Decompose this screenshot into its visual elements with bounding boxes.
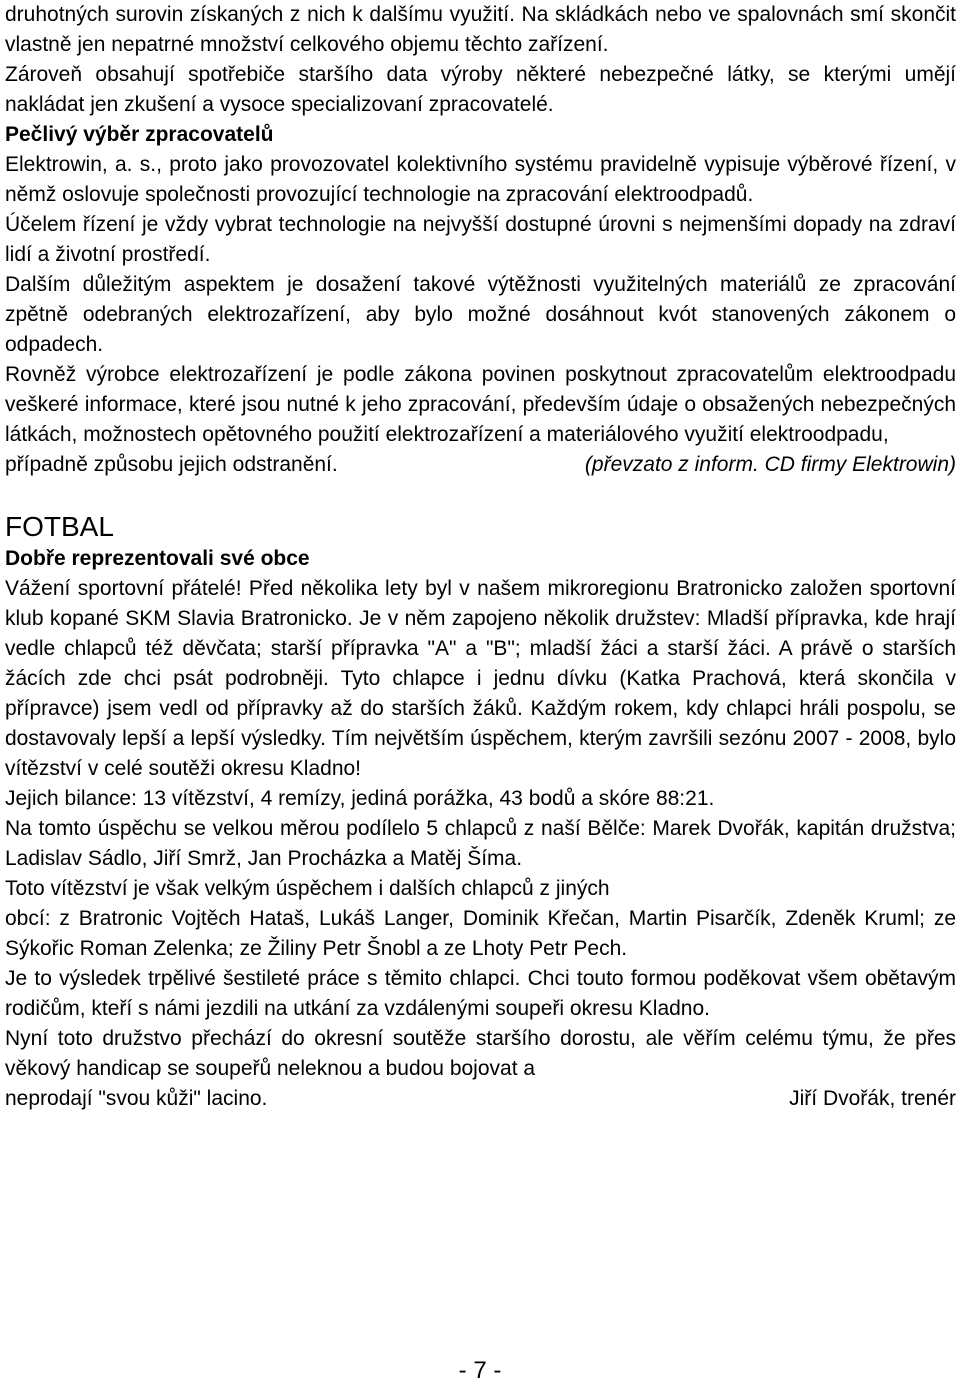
paragraph: Elektrowin, a. s., proto jako provozovatel kolektivního systému pravidelně vypisuje výběrové řízení, v němž oslovuje společnosti provozující technologie na zpracování elektroodpadů. [5,153,956,206]
paragraph: Je to výsledek trpělivé šestileté práce s těmito chlapci. Chci touto formou poděkovat všem obětavým rodičům, kteří s námi jezdili na utkání za vzdálenými soupeři okresu Kladno. [5,967,956,1020]
article-heading: FOTBAL [5,511,114,542]
paragraph-end: neprodají "svou kůži" lacino. [5,1087,268,1110]
paragraph: Na tomto úspěchu se velkou měrou podílelo 5 chlapců z naší Bělče: Marek Dvořák, kapitán družstva; Ladislav Sádlo, Jiří Smrž, Jan Procházka a Matěj Šíma. [5,817,956,870]
article-subheading: Dobře reprezentovali své obce [5,547,310,570]
section-subheading: Pečlivý výběr zpracovatelů [5,123,274,146]
page-number: - 7 - [458,1357,502,1384]
author-signature: Jiří Dvořák, trenér [789,1087,956,1110]
paragraph: Účelem řízení je vždy vybrat technologie na nejvyšší dostupné úrovni s nejmenšími dopady na zdraví lidí a životní prostředí. [5,213,956,266]
document-page [5,0,956,1114]
paragraph: Nyní toto družstvo přechází do okresní soutěže staršího dorostu, ale věřím celému týmu, že přes věkový handicap se soupeřů neleknou a budou bojovat a [5,1027,956,1080]
paragraph-closing-line [5,450,956,480]
paragraph: Zároveň obsahují spotřebiče staršího data výroby některé nebezpečné látky, se kterými umějí nakládat jen zkušení a vysoce specializovaní zpracovatelé. [5,63,956,116]
paragraph: druhotných surovin získaných z nich k dalšímu využití. Na skládkách nebo ve spalovnách smí skončit vlastně jen nepatrné množství celkového objemu těchto zařízení. [5,3,956,56]
paragraph: obcí: z Bratronic Vojtěch Hataš, Lukáš Langer, Dominik Křečan, Martin Pisarčík, Zdeněk Kruml; ze Sýkořic Roman Zelenka; ze Žiliny Petr Šnobl a ze Lhoty Petr Pech. [5,907,956,960]
paragraph: Rovněž výrobce elektrozařízení je podle zákona povinen poskytnout zpracovatelům elektroodpadu veškeré informace, které jsou nutné k jeho zpracování, především údaje o obsažených nebezpečných látkách, možnostech opětovného použití elektrozařízení a materiálového využití elektroodpadu, [5,363,956,446]
paragraph-end: případně způsobu jejich odstranění. [5,453,338,476]
source-citation: (převzato z inform. CD firmy Elektrowin) [584,453,956,476]
paragraph-closing-line [5,1084,956,1114]
paragraph: Jejich bilance: 13 vítězství, 4 remízy, jediná porážka, 43 bodů a skóre 88:21. [5,787,715,810]
paragraph: Vážení sportovní přátelé! Před několika lety byl v našem mikroregionu Bratronicko založen sportovní klub kopané SKM Slavia Bratronicko. Je v něm zapojeno několik družstev: Mladší přípravka, kde hrají vedle chlapců též děvčata; starší přípravka "A" a "B"; mladší žáci a starší žáci. A právě o starších žácích zde chci psát podrobněji. Tyto chlapce i jednu dívku (Katka Prachová, která skončila v přípravce) jsem vedl od přípravky až do starších žáků. Každým rokem, kdy chlapci hráli pospolu, se dostavovaly lepší a lepší výsledky. Tím největším úspěchem, kterým završili sezónu 2007 - 2008, bylo vítězství v celé soutěži okresu Kladno! [5,577,956,780]
paragraph: Toto vítězství je však velkým úspěchem i dalších chlapců z jiných [5,877,610,900]
paragraph: Dalším důležitým aspektem je dosažení takové výtěžnosti využitelných materiálů ze zpracování zpětně odebraných elektrozařízení, aby bylo možné dosáhnout kvót stanovených zákonem o odpadech. [5,273,956,356]
